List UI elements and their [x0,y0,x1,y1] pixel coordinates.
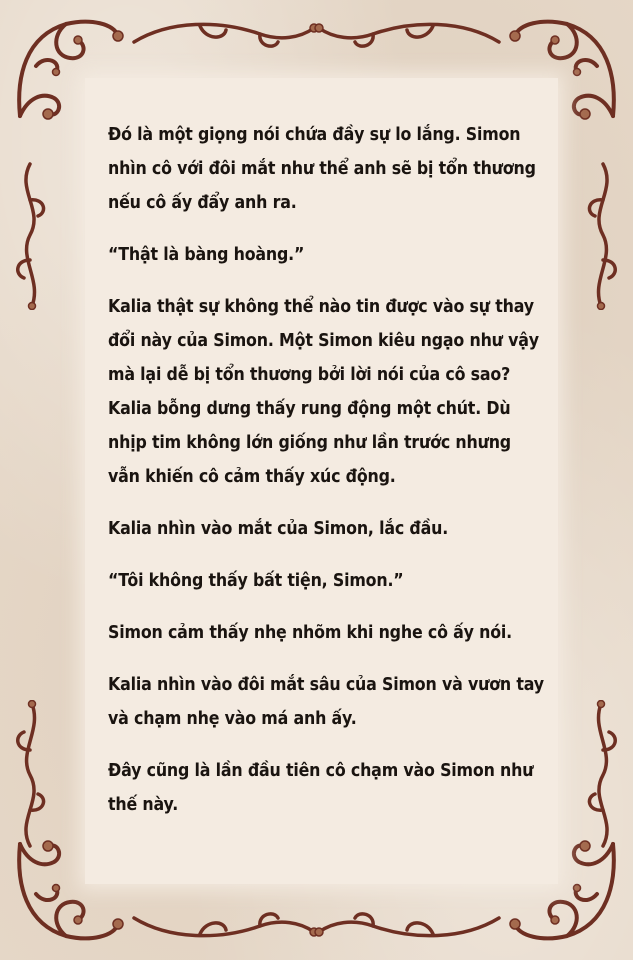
paragraph: Kalia nhìn vào đôi mắt sâu của Simon và vươn tay và chạm nhẹ vào má anh ấy. [108,674,544,729]
paragraph: Simon cảm thấy nhẹ nhõm khi nghe cô ấy nói. [108,622,513,643]
side-ornament-icon [10,160,54,310]
paragraph: “Thật là bàng hoàng.” [108,244,305,265]
edge-ornament-icon [130,906,320,946]
paragraph: Kalia thật sự không thể nào tin được vào sự thay đổi này của Simon. Một Simon kiêu ngạo như vậy mà lại dễ bị tổn thương bởi lời nói của cô sao? Kalia bỗng dưng thấy rung động một chút. Dù nhịp tim không lớn giống như lần trước nhưng vẫn khiến cô cảm thấy xúc động. [108,296,539,487]
side-ornament-icon [10,700,54,850]
paragraph: Đó là một giọng nói chứa đầy sự lo lắng. Simon nhìn cô với đôi mắt như thể anh sẽ bị tổn thương nếu cô ấy đẩy anh ra. [108,124,536,213]
edge-ornament-icon [313,906,503,946]
side-ornament-icon [579,160,623,310]
paragraph: Đây cũng là lần đầu tiên cô chạm vào Simon như thế này. [108,760,534,815]
story-text [108,118,548,840]
edge-ornament-icon [313,14,503,54]
paragraph: “Tôi không thấy bất tiện, Simon.” [108,570,404,591]
side-ornament-icon [579,700,623,850]
edge-ornament-icon [130,14,320,54]
paragraph: Kalia nhìn vào mắt của Simon, lắc đầu. [108,518,449,539]
